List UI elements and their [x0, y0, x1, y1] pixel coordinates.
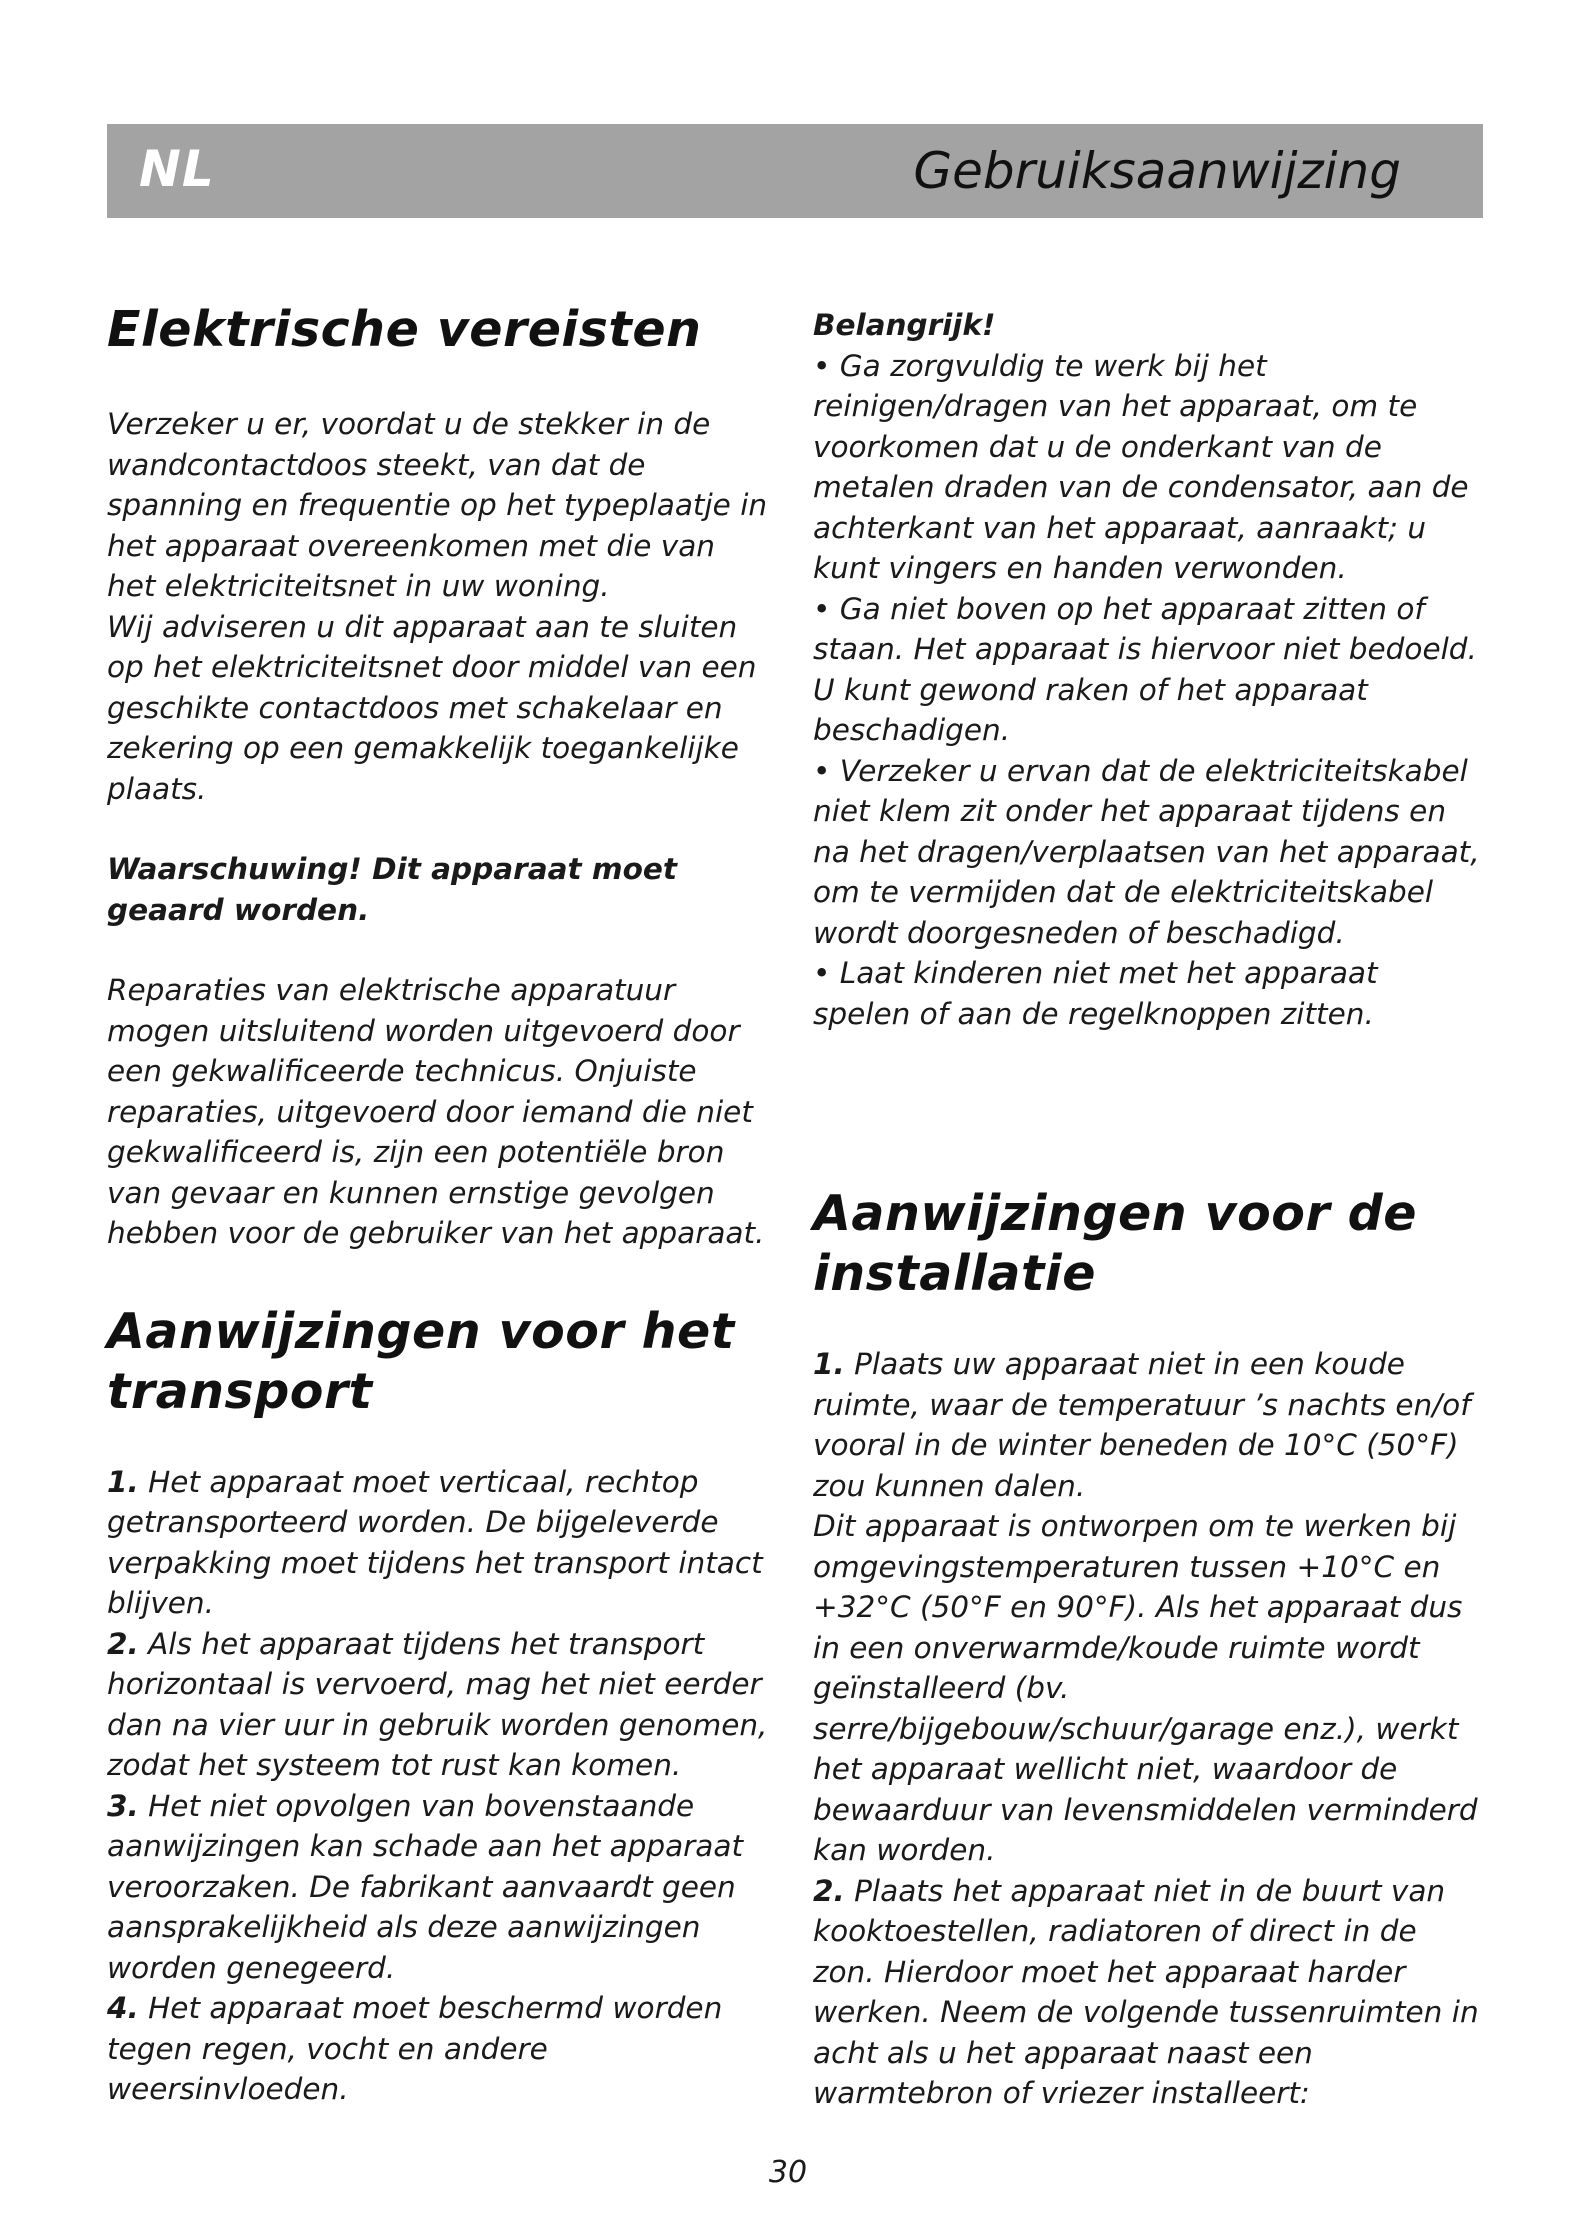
installation-item-1: 1. Plaats uw apparaat niet in een koude ruimte, waar de temperatuur ’s nachts en/of vooral in de winter beneden de 10°C (50°F) zou kunnen dalen.: [813, 1347, 1471, 1503]
repair-paragraph: Reparaties van elektrische apparatuur mogen uitsluitend worden uitgevoerd door een gekwalificeerde technicus. Onjuiste reparaties, uitgevoerd door iemand die niet gekwalificeerd is, zijn een potentiële bron van gevaar en kunnen ernstige gevolgen hebben voor de gebruiker van het apparaat.: [107, 973, 765, 1250]
safety-bullet: • Ga zorgvuldig te werk bij het reinigen/dragen van het apparaat, om te voorkomen dat u de onderkant van de metalen draden van de condensator, aan de achterkant van het apparaat, aanraakt; u kunt vingers en handen verwonden.: [813, 348, 1469, 585]
installation-item-1-detail: Dit apparaat is ontworpen om te werken bij omgevingstemperaturen tussen +10°C en +32°C (50°F en 90°F). Als het apparaat dus in een onverwarmde/koude ruimte wordt geïnstalleerd (bv. serre/bijgebouw/schuur/garage enz.), werkt het apparaat wellicht niet, waardoor de bewaarduur van levensmiddelen verminderd kan worden.: [813, 1509, 1478, 1867]
page-header: [107, 124, 1483, 218]
electrical-paragraph-2: Wij adviseren u dit apparaat aan te sluiten op het elektriciteitsnet door middel van een geschikte contactdoos met schakelaar en zekering op een gemakkelijk toegankelijke plaats.: [107, 609, 757, 806]
electrical-requirements-heading: Elektrische vereisten: [107, 301, 702, 358]
language-code: NL: [139, 140, 215, 198]
safety-bullet: • Verzeker u ervan dat de elektriciteitskabel niet klem zit onder het apparaat tijdens en na het dragen/verplaatsen van het apparaat, om te vermijden dat de elektriciteitskabel wordt doorgesneden of beschadigd.: [813, 753, 1480, 950]
list-item: 3. Het niet opvolgen van bovenstaande aanwijzingen kan schade aan het apparaat veroorzaken. De fabrikant aanvaardt geen aansprakelijkheid als deze aanwijzingen worden genegeerd.: [107, 1788, 744, 1985]
electrical-paragraph-1: Verzeker u er, voordat u de stekker in de wandcontactdoos steekt, van dat de spanning en frequentie op het typeplaatje in het apparaat overeenkomen met die van het elektriciteitsnet in uw woning.: [107, 407, 768, 603]
safety-bullet: • Ga niet boven op het apparaat zitten of staan. Het apparaat is hiervoor niet bedoeld. U kunt gewond raken of het apparaat beschadigen.: [813, 591, 1477, 747]
page-number: 30: [768, 2155, 808, 2190]
transport-heading: Aanwijzingen voor het transport: [107, 1302, 735, 1420]
grounding-warning: Waarschuwing! Dit apparaat moet geaard worden.: [107, 852, 678, 927]
left-column: [107, 300, 772, 2110]
list-item: 4. Het apparaat moet beschermd worden tegen regen, vocht en andere weersinvloeden.: [107, 1991, 723, 2106]
document-title: Gebruiksaanwijzing: [913, 142, 1401, 200]
installation-heading: Aanwijzingen voor de installatie: [813, 1185, 1417, 1302]
important-heading: Belangrijk!: [813, 308, 996, 342]
installation-item-2: 2. Plaats het apparaat niet in de buurt van kooktoestellen, radiatoren of direct in de zon. Hierdoor moet het apparaat harder werken. Neem de volgende tussenruimten in acht als u het apparaat naast een warmtebron of vriezer installeert:: [813, 1873, 1479, 2110]
list-item: 2. Als het apparaat tijdens het transport horizontaal is vervoerd, mag het niet eerder dan na vier uur in gebruik worden genomen, zodat het systeem tot rust kan komen.: [107, 1626, 768, 1782]
right-column: [813, 305, 1483, 2114]
safety-bullet: • Laat kinderen niet met het apparaat spelen of aan de regelknoppen zitten.: [813, 956, 1378, 1031]
transport-list: [107, 1462, 772, 2110]
list-item: 1. Het apparaat moet verticaal, rechtop getransporteerd worden. De bijgeleverde verpakking moet tijdens het transport intact blijven.: [107, 1464, 763, 1620]
